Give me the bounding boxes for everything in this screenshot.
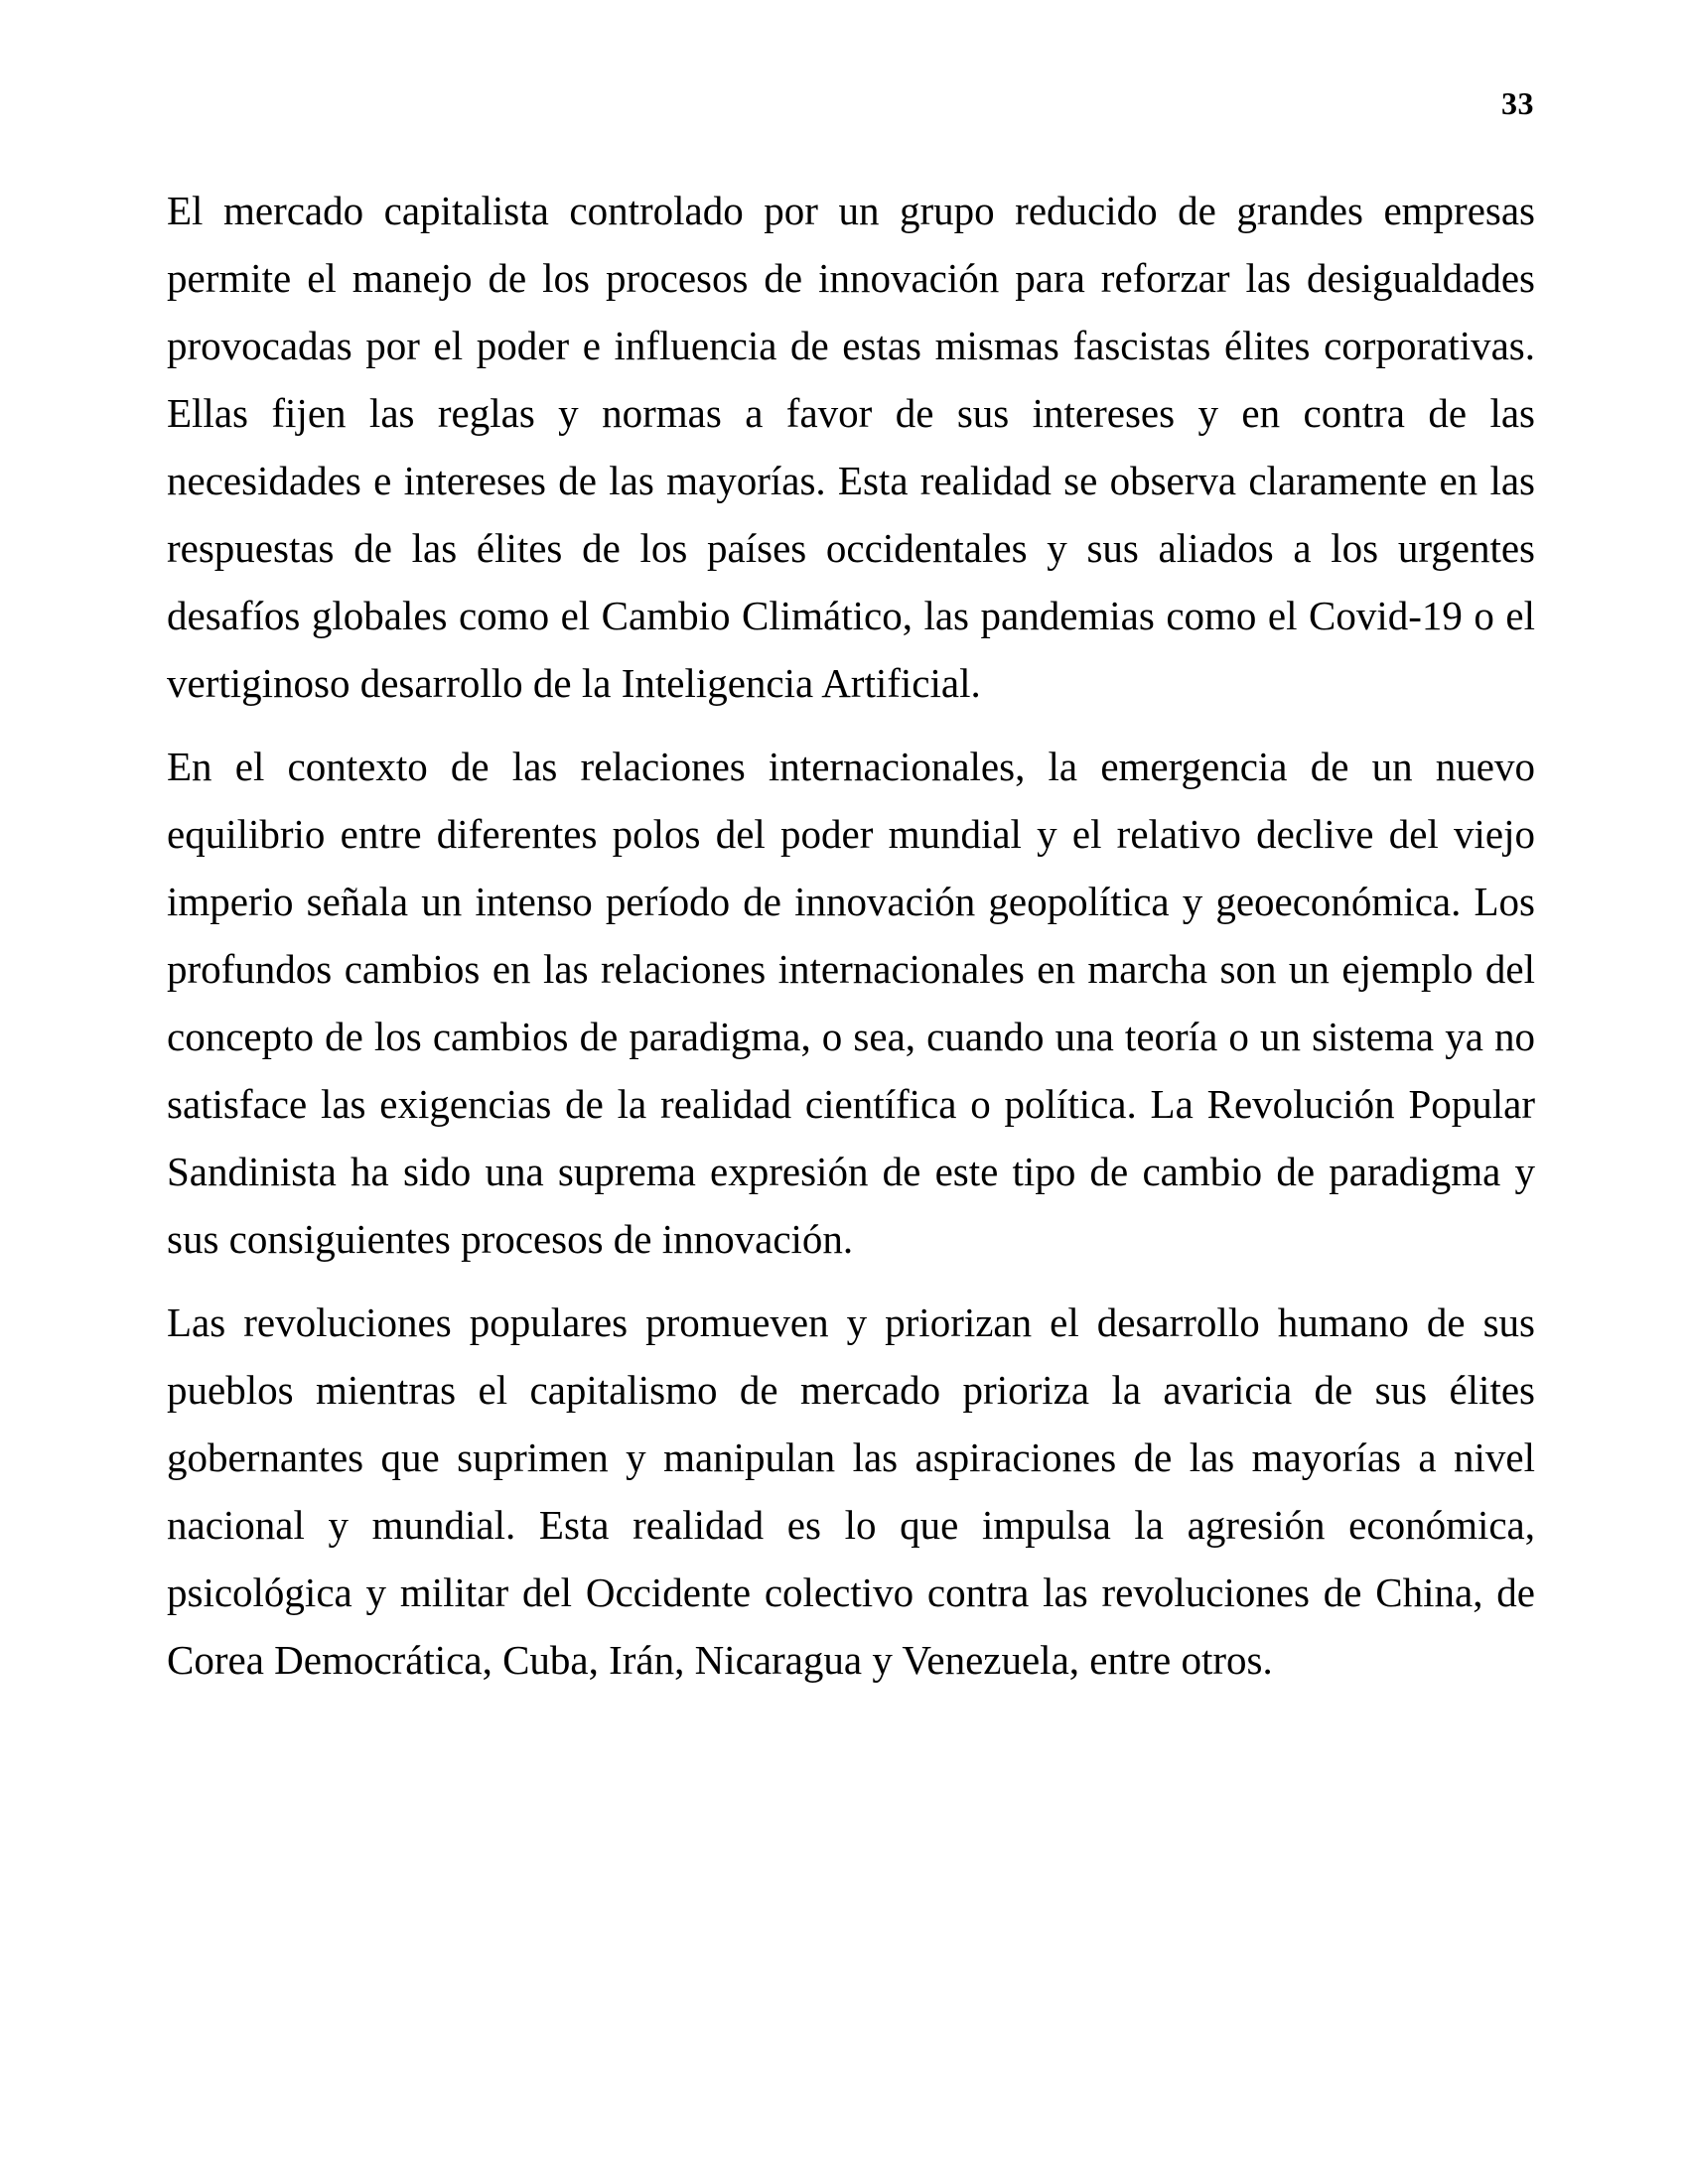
paragraph-1: El mercado capitalista controlado por un grupo reducido de grandes empresas permite el manejo de los procesos de innovación para reforzar las desigualdades provocadas por el poder e influencia de estas mismas fascistas élites corporativas. Ellas fijen las reglas y normas a favor de sus intereses y en contra de las necesidades e intereses de las mayorías. Esta realidad se observa claramente en las respuestas de las élites de los países occidentales y sus aliados a los urgentes desafíos globales como el Cambio Climático, las pandemias como el Covid-19 o el vertiginoso desarrollo de la Inteligencia Artificial.	[167, 188, 1535, 706]
page-number: 33	[1501, 85, 1534, 121]
paragraph-3: Las revoluciones populares promueven y priorizan el desarrollo humano de sus pueblos mientras el capitalismo de mercado prioriza la avaricia de sus élites gobernantes que suprimen y manipulan las aspiraciones de las mayorías a nivel nacional y mundial. Esta realidad es lo que impulsa la agresión económica, psicológica y militar del Occidente colectivo contra las revoluciones de China, de Corea Democrática, Cuba, Irán, Nicaragua y Venezuela, entre otros.	[167, 1299, 1535, 1683]
paragraph-2: En el contexto de las relaciones internacionales, la emergencia de un nuevo equilibrio entre diferentes polos del poder mundial y el relativo declive del viejo imperio señala un intenso período de innovación geopolítica y geoeconómica. Los profundos cambios en las relaciones internacionales en marcha son un ejemplo del concepto de los cambios de paradigma, o sea, cuando una teoría o un sistema ya no satisface las exigencias de la realidad científica o política. La Revolución Popular Sandinista ha sido una suprema expresión de este tipo de cambio de paradigma y sus consiguientes procesos de innovación.	[167, 744, 1535, 1262]
body-text-block	[167, 177, 1535, 1694]
